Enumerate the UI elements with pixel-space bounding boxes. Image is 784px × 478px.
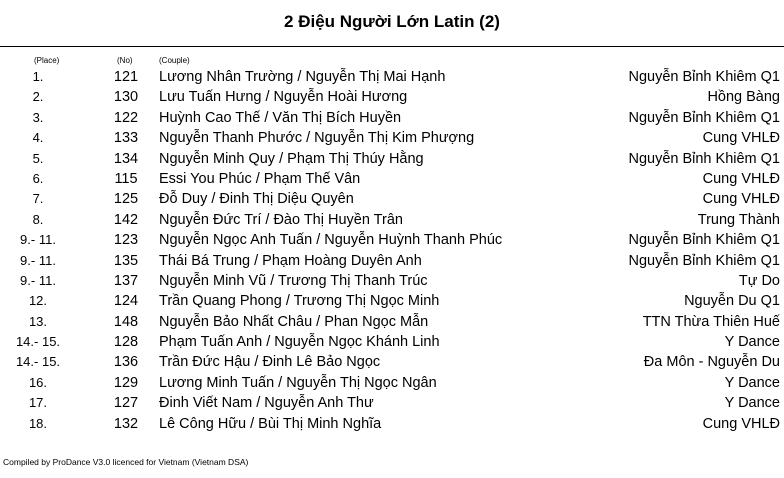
result-row	[0, 291, 784, 311]
result-couple: Lê Công Hữu / Bùi Thị Minh Nghĩa	[159, 415, 382, 432]
result-number: 142	[113, 211, 139, 228]
result-number: 128	[113, 334, 139, 351]
result-place: 17.	[28, 395, 48, 411]
result-number: 136	[113, 354, 139, 371]
result-row	[0, 332, 784, 352]
result-club: Hồng Bàng	[707, 89, 780, 106]
result-number: 123	[113, 232, 139, 249]
result-number: 148	[113, 313, 139, 330]
result-club: Trung Thành	[697, 211, 780, 228]
result-row	[0, 414, 784, 434]
result-number: 125	[113, 191, 139, 208]
result-place: 5.	[32, 150, 44, 166]
result-place: 16.	[28, 374, 48, 390]
result-row	[0, 230, 784, 250]
result-number: 132	[113, 415, 139, 432]
result-number: 129	[113, 374, 139, 391]
result-place: 9.- 11.	[20, 232, 56, 248]
result-couple: Phạm Tuấn Anh / Nguyễn Ngọc Khánh Linh	[159, 334, 440, 351]
result-couple: Đỗ Duy / Đinh Thị Diệu Quyên	[159, 191, 354, 208]
title-divider	[0, 46, 784, 47]
result-place: 1.	[32, 69, 44, 84]
result-number: 121	[113, 69, 139, 85]
result-couple: Nguyễn Thanh Phước / Nguyễn Thị Kim Phượng	[159, 130, 475, 147]
result-club: Nguyễn Bỉnh Khiêm Q1	[628, 232, 780, 249]
result-number: 134	[113, 150, 139, 167]
result-club: Nguyễn Du Q1	[684, 293, 780, 310]
result-couple: Trần Đức Hậu / Đinh Lê Bảo Ngọc	[159, 354, 381, 371]
result-club: Cung VHLĐ	[702, 170, 780, 187]
result-row	[0, 352, 784, 372]
page-title: 2 Điệu Người Lớn Latin (2)	[284, 12, 500, 31]
result-place: 2.	[32, 89, 44, 105]
result-place: 9.- 11.	[20, 252, 56, 268]
result-number: 135	[113, 252, 139, 269]
footer-credit: Compiled by ProDance V3.0 licenced for Vietnam (Vietnam DSA)	[3, 457, 249, 467]
result-club: Y Dance	[724, 334, 780, 351]
result-place: 9.- 11.	[20, 272, 56, 288]
result-row	[0, 189, 784, 209]
result-place: 7.	[32, 191, 44, 207]
result-club: Cung VHLĐ	[702, 191, 780, 208]
result-club: Cung VHLĐ	[702, 130, 780, 147]
result-place: 14.- 15.	[15, 354, 61, 370]
result-place: 18.	[28, 415, 48, 431]
result-row	[0, 169, 784, 189]
result-number: 133	[113, 130, 139, 147]
result-couple: Lương Minh Tuấn / Nguyễn Thị Ngọc Ngân	[159, 374, 437, 391]
result-club: Nguyễn Bỉnh Khiêm Q1	[628, 69, 780, 85]
column-header-no: (No)	[117, 56, 133, 65]
result-row	[0, 87, 784, 107]
result-couple: Trần Quang Phong / Trương Thị Ngọc Minh	[159, 293, 440, 310]
result-couple: Nguyễn Ngọc Anh Tuấn / Nguyễn Huỳnh Thanh Phúc	[159, 232, 503, 249]
result-club: Nguyễn Bỉnh Khiêm Q1	[628, 252, 780, 269]
result-place: 4.	[32, 130, 44, 146]
result-row	[0, 271, 784, 291]
result-club: TTN Thừa Thiên Huế	[642, 313, 780, 330]
result-club: Cung VHLĐ	[702, 415, 780, 432]
result-row	[0, 67, 784, 87]
result-club: Tự Do	[738, 272, 780, 289]
results-list	[0, 67, 784, 434]
result-row	[0, 210, 784, 230]
result-row	[0, 108, 784, 128]
result-couple: Lưu Tuấn Hưng / Nguyễn Hoài Hương	[159, 89, 408, 106]
result-couple: Huỳnh Cao Thế / Văn Thị Bích Huyền	[159, 109, 402, 126]
column-header-place: (Place)	[34, 56, 60, 65]
result-row	[0, 393, 784, 413]
result-row	[0, 149, 784, 169]
result-couple: Essi You Phúc / Phạm Thế Vân	[159, 170, 361, 187]
result-place: 3.	[32, 109, 44, 125]
result-club: Y Dance	[724, 374, 780, 391]
result-number: 127	[113, 395, 139, 412]
result-couple: Thái Bá Trung / Phạm Hoàng Duyên Anh	[159, 252, 422, 269]
result-row	[0, 312, 784, 332]
result-place: 14.- 15.	[15, 334, 61, 350]
result-couple: Nguyễn Minh Vũ / Trương Thị Thanh Trúc	[159, 272, 428, 289]
column-header-couple: (Couple)	[159, 56, 190, 65]
result-couple: Nguyễn Minh Quy / Phạm Thị Thúy Hằng	[159, 150, 424, 167]
result-number: 137	[113, 272, 139, 289]
result-club: Nguyễn Bỉnh Khiêm Q1	[628, 109, 780, 126]
result-row	[0, 128, 784, 148]
result-couple: Đinh Viết Nam / Nguyễn Anh Thư	[159, 395, 374, 412]
result-number: 122	[113, 109, 139, 126]
result-number: 115	[114, 170, 138, 187]
result-row	[0, 251, 784, 271]
result-row	[0, 373, 784, 393]
result-club: Nguyễn Bỉnh Khiêm Q1	[628, 150, 780, 167]
result-place: 8.	[32, 211, 44, 227]
result-place: 12.	[28, 293, 48, 309]
result-place: 13.	[28, 313, 48, 329]
result-number: 130	[113, 89, 139, 106]
result-club: Đa Môn - Nguyễn Du	[643, 354, 780, 371]
result-couple: Nguyễn Bảo Nhất Châu / Phan Ngọc Mẫn	[159, 313, 429, 330]
result-place: 6.	[32, 170, 44, 186]
result-number: 124	[113, 293, 139, 310]
result-club: Y Dance	[724, 395, 780, 412]
result-couple: Nguyễn Đức Trí / Đào Thị Huyền Trân	[159, 211, 403, 228]
result-couple: Lương Nhân Trường / Nguyễn Thị Mai Hạnh	[159, 69, 446, 85]
